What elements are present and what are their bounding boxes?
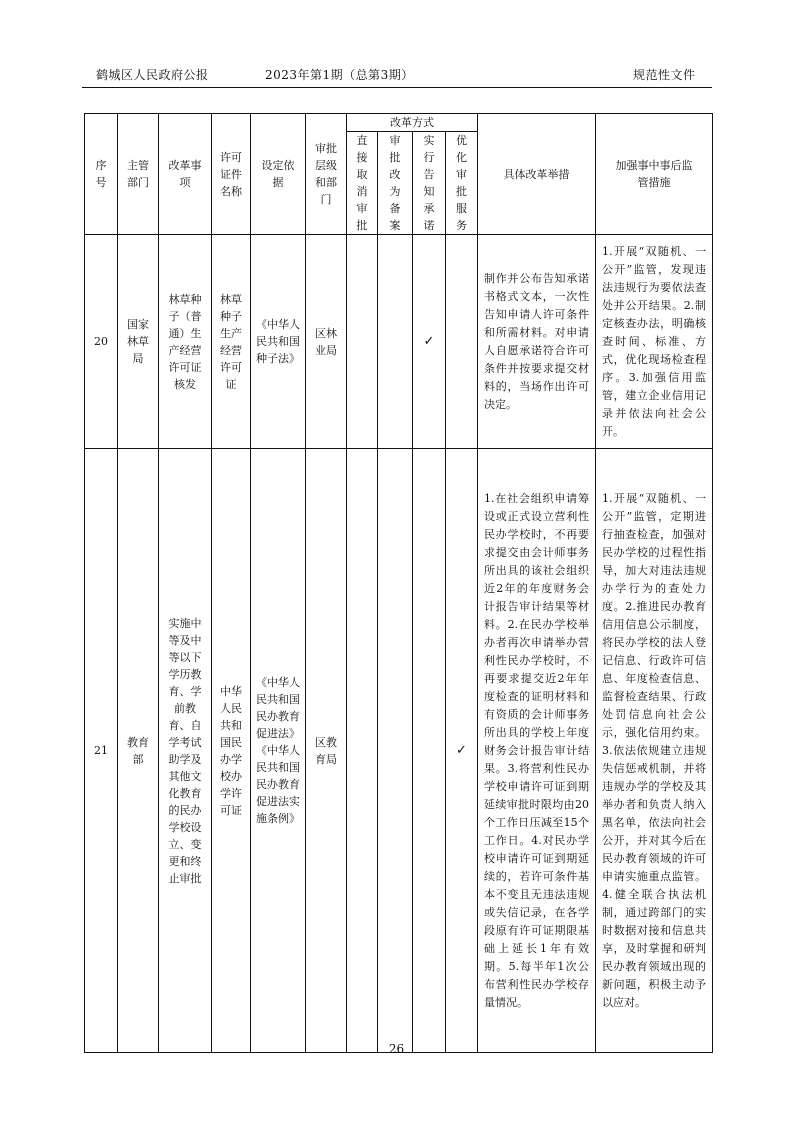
table-row [85, 235, 713, 449]
header-item: 改革事项 [159, 114, 212, 235]
row-mode-optimize-check: ✓ [446, 449, 478, 1053]
table-row [85, 449, 713, 1053]
header-supervision: 加强事中事后监管措施 [596, 114, 713, 235]
row-basis: 《中华人民共和国民办教育促进法》《中华人民共和国民办教育促进法实施条例》 [251, 449, 306, 1053]
header-mode-pledge: 实行告知承诺 [413, 132, 446, 235]
row-mode-pledge-check [413, 449, 446, 1053]
row-mode-pledge-check: ✓ [413, 235, 446, 449]
header-seq: 序号 [85, 114, 118, 235]
header-license: 许可证件名称 [212, 114, 251, 235]
header-dept: 主管部门 [118, 114, 159, 235]
row-license: 中华人民共和国民办学校办学许可证 [212, 449, 251, 1053]
header-center: 2023年第1期（总第3期） [265, 68, 414, 82]
header-measures: 具体改革举措 [478, 114, 596, 235]
header-mode-optimize: 优化审批服务 [446, 132, 478, 235]
row-item: 实施中等及中等以下学历教育、学前教育、自学考试助学及其他文化教育的民办学校设立、变更和终止审批 [159, 449, 212, 1053]
header-left: 鹤城区人民政府公报 [96, 68, 209, 82]
row-mode-filing [378, 449, 413, 1053]
header-basis: 设定依据 [251, 114, 306, 235]
row-level: 区林业局 [306, 235, 347, 449]
row-mode-cancel [347, 235, 378, 449]
row-seq: 20 [85, 235, 118, 449]
row-measures: 1.在社会组织申请筹设或正式设立营利性民办学校时，不再要求提交由会计师事务所出具的该社会组织近2年的年度财务会计报告审计结果等材料。2.在民办学校举办者再次申请举办营利性民办学校时，不再要求提交近2年年度检查的证明材料和有资质的会计师事务所出具的学校上年度财务会计报告审计结果。3.将营利性民办学校申请许可证到期延续审批时限均由20个工作日压减至15个工作日。4.对民办学校申请许可证到期延续的，若许可条件基本不变且无违法违规或失信记录，在各学段原有许可证期限基础上延长1年有效期。5.每半年1次公布营利性民办学校存量情况。 [478, 449, 596, 1053]
row-dept: 国家林草局 [118, 235, 159, 449]
row-basis: 《中华人民共和国种子法》 [251, 235, 306, 449]
row-supervision: 1.开展“双随机、一公开”监管，定期进行抽查检查，加强对民办学校的过程性指导，加大对违法违规办学行为的查处力度。2.推进民办教育信用信息公示制度，将民办学校的法人登记信息、行政许可信息、年度检查信息、监督检查结果、行政处罚信息向社会公示，强化信用约束。3.依法依规建立违规失信惩戒机制，并将违规办学的学校及其举办者和负责人纳入黑名单，依法向社会公开，并对其今后在民办教育领域的许可申请实施重点监管。4.健全联合执法机制，通过跨部门的实时数据对接和信息共享，及时掌握和研判民办教育领域出现的新问题，积极主动予以应对。 [596, 449, 713, 1053]
header-mode-group: 改革方式 [347, 114, 478, 132]
row-dept: 教育部 [118, 449, 159, 1053]
row-level: 区教育局 [306, 449, 347, 1053]
row-supervision: 1.开展“双随机、一公开”监管，发现违法违规行为要依法查处并公开结果。2.制定核查办法，明确核查时间、标准、方式，优化现场检查程序。3.加强信用监管，建立企业信用记录并依法向社会公开。 [596, 235, 713, 449]
header-right: 规范性文件 [633, 68, 696, 82]
row-mode-filing [378, 235, 413, 449]
header-level: 审批层级和部门 [306, 114, 347, 235]
row-item: 林草种子（普通）生产经营许可证核发 [159, 235, 212, 449]
header-mode-cancel: 直接取消审批 [347, 132, 378, 235]
header-mode-filing: 审批改为备案 [378, 132, 413, 235]
reform-table [84, 113, 713, 1053]
header-rule [82, 87, 712, 88]
row-measures: 制作并公布告知承诺书格式文本，一次性告知申请人许可条件和所需材料。对申请人自愿承诺符合许可条件并按要求提交材料的，当场作出许可决定。 [478, 235, 596, 449]
row-seq: 21 [85, 449, 118, 1053]
row-mode-cancel [347, 449, 378, 1053]
row-license: 林草种子生产经营许可证 [212, 235, 251, 449]
page-number: 26 [388, 1042, 405, 1056]
row-mode-optimize-check [446, 235, 478, 449]
